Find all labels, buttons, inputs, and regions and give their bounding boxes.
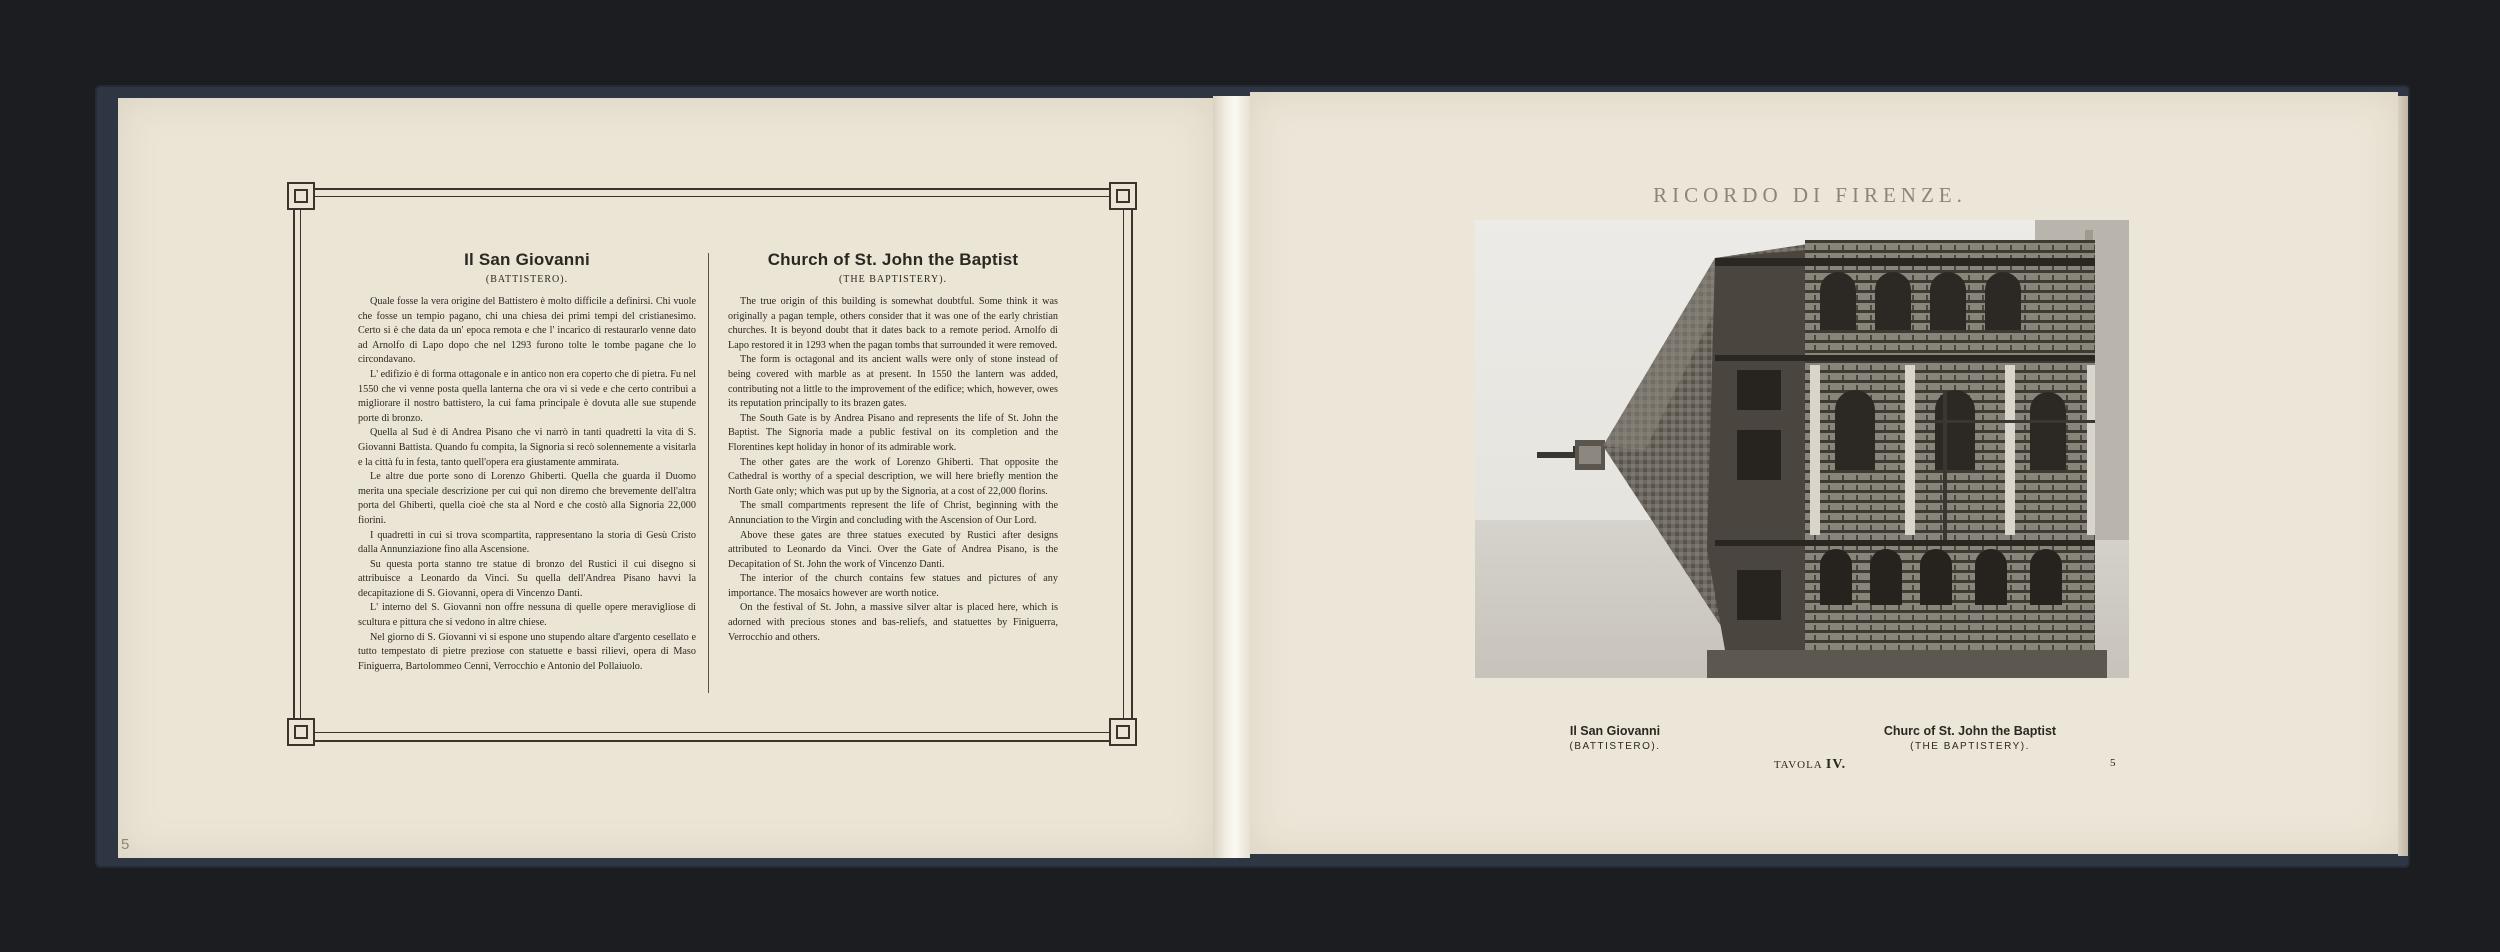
- caption-english-subtitle: (THE BAPTISTERY).: [1910, 741, 2030, 752]
- italian-paragraph: I quadretti in cui si trova scompartita, rappresentano la storia di Gesù Cristo dalla Annunziazione fino alla Ascensione.: [358, 529, 696, 556]
- italian-paragraph: L' interno del S. Giovanni non offre nessuna di quelle opere meravigliose di scultura e pittura che si vedono in altre chiese.: [358, 602, 696, 629]
- english-paragraph: On the festival of St. John, a massive silver altar is placed here, which is adorned with precious stones and bas-reliefs, and statuettes by Finiguerra, Verrocchio and others.: [728, 602, 1058, 643]
- english-subtitle: (THE BAPTISTERY).: [838, 274, 948, 285]
- english-paragraph: The small compartments represent the life of Christ, beginning with the Annunciation to the Virgin and concluding with the Ascension of Our Lord.: [728, 500, 1058, 526]
- english-paragraph: The South Gate is by Andrea Pisano and represents the life of St. John the Baptist. The Signoria made a public festival on its completion and the Florentines kept holiday in honor of its admirable work.: [728, 412, 1058, 453]
- english-paragraph: The form is octagonal and its ancient walls were only of stone instead of being covered with marble as at present. In 1550 the lantern was added, contributing not a little to the improvement of the edifice; which, however, owes its reputation principally to its brazen gates.: [728, 354, 1058, 410]
- italian-title: Il San Giovanni: [464, 250, 590, 269]
- english-paragraph: The interior of the church contains few statues and pictures of any importance. The mosaics however are worth notice.: [728, 573, 1058, 599]
- baptistery-photograph: [1475, 220, 2129, 678]
- italian-column: [358, 250, 696, 674]
- italian-paragraph: L' edifizio è di forma ottagonale e in antico non era coperto che di pietra. Fu nel 1550 che vi venne posta quella lanterna che ora vi si vede e che certo contribuì a migliorare il nostro battistero, la cui fama principale è dovuta alle sue stupende porte di bronzo.: [358, 368, 696, 424]
- italian-paragraph: Quella al Sud è di Andrea Pisano che vi narrò in tanti quadretti la vita di S. Giovanni Battista. Quando fu compita, la Signoria si recò solennemente a visitarla e la città fu in festa, tanto quell'opera era giustamente ammirata.: [358, 427, 696, 468]
- caption-english: [1865, 724, 2075, 752]
- italian-paragraph: Su questa porta stanno tre statue di bronzo del Rustici il cui disegno si attribuisce a Leonardo da Vinci. Su quella dell'Andrea Pisano havvi la decapitazione di S. Giovanni, opera di Vincenzo Danti.: [358, 558, 696, 599]
- frame-corner-ornament-icon: [287, 718, 315, 746]
- column-divider: [708, 253, 709, 693]
- italian-paragraph: Le altre due porte sono di Lorenzo Ghiberti. Quella che guarda il Duomo merita una speciale descrizione per cui qui non diremo che brevemente dell'altra porta del Ghiberti, quella cioè che sta al Nord e che costò alla Signoria 22,000 fiorini.: [358, 471, 696, 526]
- plate-label: [1745, 757, 1875, 773]
- italian-paragraph: Nel giorno di S. Giovanni vi si espone uno stupendo altare d'argento cesellato e tutto tempestato di pietre preziose con statuette e bassi rilievi, opera di Maso Finiguerra, Bartolommeo Cenni, Verrocchio e Antonio del Pollaiuolo.: [358, 631, 696, 672]
- english-paragraph: The true origin of this building is somewhat doubtful. Some think it was originally a pagan temple, others consider that it was one of the early christian churches. It is beyond doubt that it dates back to a remote period. Arnolfo di Lapo restored it in 1293 when the pagan tombs that surrounded it were removed.: [728, 296, 1058, 351]
- frame-corner-ornament-icon: [287, 182, 315, 210]
- english-title: Church of St. John the Baptist: [767, 250, 1019, 269]
- plate-label-text: TAVOLA: [1773, 759, 1823, 771]
- caption-italian-subtitle: (BATTISTERO).: [1569, 741, 1661, 752]
- italian-paragraph: Quale fosse la vera origine del Battistero è molto difficile a definirsi. Chi vuole che fosse un tempio pagano, chi una chiesa dei primi tempi del cristianesimo. Certo si è che data da un' epoca remota e che l' incarico di restaurarlo venne dato ad Arnolfo di Lapo dopo che nel 1293 furono tolte le tombe pagane che lo circondavano.: [358, 296, 696, 366]
- caption-italian-title: Il San Giovanni: [1569, 724, 1661, 738]
- frame-corner-ornament-icon: [1109, 718, 1137, 746]
- english-paragraph: Above these gates are three statues executed by Rustici after designs attributed to Leonardo da Vinci. Over the Gate of Andrea Pisano, is the Decapitation of St. John the work of Vincenzo Danti.: [728, 529, 1058, 570]
- plate-number: 5: [2110, 757, 2116, 769]
- italian-subtitle: (BATTISTERO).: [485, 274, 569, 285]
- caption-italian: [1535, 724, 1695, 752]
- english-column: [728, 250, 1058, 645]
- frame-corner-ornament-icon: [1109, 182, 1137, 210]
- left-page-number: 5: [121, 836, 130, 853]
- baptistery-photo-icon: [1475, 220, 2129, 678]
- plate-roman-numeral: IV.: [1825, 757, 1847, 772]
- album-header: RICORDO DI FIRENZE.: [1653, 183, 1967, 207]
- english-paragraph: The other gates are the work of Lorenzo Ghiberti. That opposite the Cathedral is worthy of a special description, we will here briefly mention the North Gate only; which was put up by the Signoria, at a cost of 22,000 florins.: [728, 456, 1058, 497]
- caption-english-title: Churc of St. John the Baptist: [1883, 724, 2057, 738]
- page-edge: [2398, 96, 2408, 856]
- book-gutter: [1213, 96, 1250, 858]
